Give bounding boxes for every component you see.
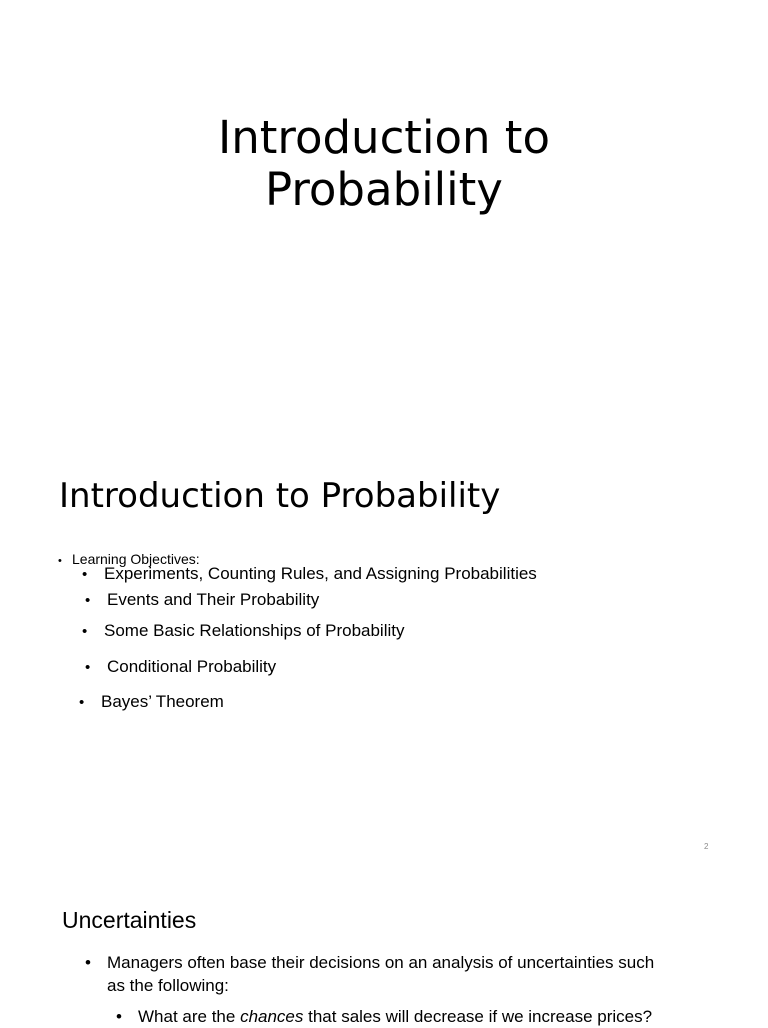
sub-bullet — [116, 1005, 653, 1028]
objective-item — [82, 620, 404, 643]
bullet-icon: • — [82, 623, 88, 640]
objective-item — [85, 589, 319, 612]
slide-2-title: Introduction to Probability — [59, 476, 501, 516]
sub-bullet-emphasis: chances — [240, 1007, 304, 1026]
objective-text: Experiments, Counting Rules, and Assigning Probabilities — [104, 564, 537, 583]
bullet-icon: • — [82, 566, 88, 583]
slide-3-title: Uncertainties — [62, 907, 197, 933]
bullet-icon: • — [85, 953, 91, 972]
objective-text: Some Basic Relationships of Probability — [104, 621, 405, 640]
objective-text: Bayes’ Theorem — [101, 692, 224, 711]
objective-text: Conditional Probability — [107, 657, 277, 676]
bullet-icon: • — [116, 1007, 122, 1026]
slide-1-title-line-1: Introduction to — [218, 111, 550, 164]
sub-bullet-text-end: that sales will decrease if we increase prices? — [303, 1007, 653, 1026]
objective-item — [79, 691, 224, 714]
slide-1-title-line-2: Probability — [265, 163, 503, 216]
bullet-icon: • — [85, 592, 91, 609]
page-number: 2 — [704, 842, 709, 851]
objective-item — [85, 656, 276, 679]
learning-objectives-label: Learning Objectives: — [72, 551, 200, 567]
uncertainty-bullet — [85, 951, 655, 997]
bullet-icon: • — [79, 694, 85, 711]
objective-text: Events and Their Probability — [107, 590, 320, 609]
bullet-icon: • — [58, 555, 62, 567]
slide-1-title — [0, 112, 768, 216]
sub-bullet-text-start: What are the — [138, 1007, 241, 1026]
objective-item — [82, 563, 537, 586]
bullet-text-line-1: Managers often base their decisions on an analysis of uncertainties such — [107, 953, 655, 972]
bullet-text-line-2: as the following: — [107, 976, 229, 995]
bullet-icon: • — [85, 659, 91, 676]
